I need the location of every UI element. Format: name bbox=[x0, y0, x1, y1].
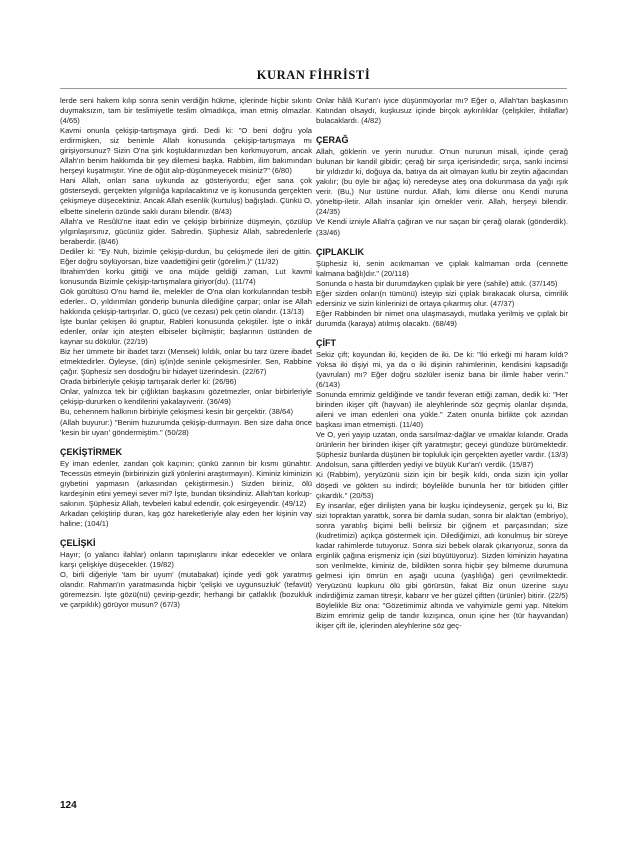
verse-entry: Ey iman edenler, zandan çok kaçının; çünkü zannın bir kısmı günahtır. Tecessüs etmeyin (birbirinizin gizli yönlerini araştırmayın). Kiminiz kiminizin gıybetini yapmasın (arkasından çekiştirmesin.) Sizden biriniz, ölü kardeşinin etini yemeyi sever mi? İşte, bundan tiksindiniz. Allah'tan korkup-sakının. Şüphesiz Allah, tevbeleri kabul edendir, çok esirgeyendir. (49/12) bbox=[60, 458, 312, 508]
verse-entry: İşte bunlar çekişen iki gruptur, Rableri konusunda çekiştiler. İşte o inkâr edenler, onlar için ateşten elbiseler biçilmiştir; başlarının üstünden de kaynar su dökülür. (22/19) bbox=[60, 317, 312, 347]
right-column bbox=[316, 96, 568, 631]
verse-entry: Bu, cehennem halkının birbiriyle çekişmesi kesin bir gerçektir. (38/64) bbox=[60, 407, 293, 417]
verse-entry: Biz her ümmete bir ibadet tarzı (Mensek) kıldık, onlar bu tarz üzere ibadet etmektedirler. Öyleyse, (din) iş(in)de seninle çekişmesinler. Sen, Rabbine çağır. Şüphesiz sen dosdoğru bir hidayet üzerindesin. (22/67) bbox=[60, 347, 312, 377]
verse-entry: Onlar hâlâ Kur'an'ı iyice düşünmüyorlar mı? Eğer o, Allah'tan başkasının Katından olsaydı, kuşkusuz içinde birçok aykırılıklar (çelişkiler, ihtilaflar) bulacaklardı. (4/82) bbox=[316, 96, 568, 126]
verse-entry: lerde seni hakem kılıp sonra senin verdiğin hükme, içlerinde hiçbir sıkıntı duymaksızın, tam bir teslimiyetle teslim olmadıkça, iman etmiş olmazlar. (4/65) bbox=[60, 96, 312, 126]
verse-entry: Orada birbirleriyle çekişip tartışarak derler ki: (26/96) bbox=[60, 377, 237, 387]
verse-entry: Hani Allah, onları sana uykunda az gösteriyordu; eğer sana çok gösterseydi, gerçekten yılgınlığa kapılacaktınız ve iş konusunda gerçekten çekişmeye düşecektiniz. Ancak Allah esenlik (kurtuluş) bağışladı. Çünkü O, elbette sinelerin özünde saklı duranı bilendir. (8/43) bbox=[60, 176, 312, 216]
verse-entry: Sekiz çift; koyundan iki, keçiden de iki. De ki: "İki erkeği mi haram kıldı? Yoksa iki dişiyi mi, ya da o iki dişinin rahimlerinin, kendisini kapsadığı (yavruları) mı? Eğer doğru sözlüler iseniz bana bir ilimle haber verin." (6/143) bbox=[316, 349, 568, 390]
verse-entry: Ve O, yeri yayıp uzatan, onda sarsılmaz-dağlar ve ırmaklar kılandır. Orada ürünlerin her birinden ikişer çift yaratmıştır; geceyi gündüze bürümektedir. Şüphesiz bunlarda düşünen bir topluluk için gerçekten ayetler vardır. (13/3) bbox=[316, 430, 569, 460]
section-heading: ÇELİŞKİ bbox=[60, 537, 96, 548]
section-heading: ÇERAĞ bbox=[316, 135, 349, 146]
verse-entry: Hayır; (o yalancı ilahlar) onların tapınışlarını inkar edecekler ve onlara karşı çelişkiye düşecekler. (19/82) bbox=[60, 549, 312, 569]
verse-entry: Ey insanlar, eğer dirilişten yana bir kuşku içindeyseniz, gerçek şu ki, Biz sizi topraktan yarattık, sonra bir damla sudan, sonra bir alak'tan (embriyo), sonra yaratılış biçimi belli belirsiz bir çiğnem et parçasından; size (kudretimizi) açıkça göstermek için. Dilediğimizi, adı konulmuş bir süreye kadar rahimlerde tutuyoruz. Sonra sizi bebek olarak çıkarıyoruz, sonra da erginlik çağına erişmeniz için (sizi büyütüyoruz). Sizden kiminizin hayatına son verilmekte, kiminiz de, bildikten sonra hiçbir şey bilmeme durumuna gelmesi için ömrün en aşağı ucuna (yaşlılığa) geri çevrilmektedir. Yeryüzünü kupkuru ölü gibi görürsün, fakat Biz onun üzerine suyu indirdiğimiz zaman titreşir, kabarır ve her güzel çiftten (ürünler) bitirir. (22/5) bbox=[316, 500, 568, 601]
verse-entry: Eğer Rabbinden bir nimet ona ulaşmasaydı, mutlaka yerilmiş ve çıplak bir durumda (karaya) atılmış olacaktı. (68/49) bbox=[316, 308, 568, 328]
header-rule bbox=[60, 88, 567, 89]
section-heading: ÇEKİŞTİRMEK bbox=[60, 446, 123, 457]
verse-entry: Şüphesiz ki, senin acıkmaman ve çıplak kalmaman orda (cennette kalmana bağlı)dır." (20/118) bbox=[316, 258, 568, 278]
verse-entry: O, birli diğeriyle 'tam bir uyum' (mutabakat) içinde yedi gök yaratmış olandır. Rahman'ın yaratmasında hiçbir 'çelişki ve uygunsuzluk' (tefavüt) göremezsin. İşte gözü(nü) çevirip-gezdir; herhangi bir çatlaklık (bozukluk ve çarpıklık) görüyor musun? (67/3) bbox=[60, 570, 312, 610]
verse-entry: Kavmi onunla çekişip-tartışmaya girdi. Dedi ki: "O beni doğru yola erdirmişken, siz benimle Allah konusunda çekişip-tartışmaya mı girişiyorsunuz? Sizin O'na şirk koştuklarınızdan ben korkmuyorum, ancak Allah'ın benim hakkımda bir şey dilemesi başka. Rabbim, ilim bakımından herşeyi kuşatmıştır. Yine de öğüt alıp-düşünmeyecek misiniz?" (6/80) bbox=[60, 126, 312, 176]
verse-entry: İbrahim'den korku gittiği ve ona müjde geldiği zaman, Lut kavmi konusunda Bizimle çekişip-tartışmalara giriyor(du). (11/74) bbox=[60, 266, 312, 286]
verse-entry: Sonunda o hasta bir durumdayken çıplak bir yere (sahile) attık. (37/145) bbox=[316, 278, 558, 288]
section-heading: ÇİFT bbox=[316, 337, 336, 348]
page-header-title: KURAN FİHRİSTİ bbox=[256, 68, 371, 82]
verse-entry: Allah'a ve Resûlü'ne itaat edin ve çekişip birbirinize düşmeyin, çözülüp yılgınlaşırsınız, gücünüz gider. Sabredin. Şüphesiz Allah, sabredenlerle beraberdir. (8/46) bbox=[60, 216, 312, 246]
verse-entry: Ve Kendi izniyle Allah'a çağıran ve nur saçan bir çerağ olarak (gönderdik). (33/46) bbox=[316, 217, 568, 237]
verse-entry: Sonunda emrimiz geldiğinde ve tandır feveran ettiği zaman, dedik ki: "Her birinden ikişer çift (hayvan) ile aleyhlerinde söz geçmiş olanlar dışında, aileni ve iman edenleri ona yükle." Zaten onunla birlikte çok azından başkası iman etmemişti. (11/40) bbox=[316, 390, 568, 430]
page-number: 124 bbox=[60, 800, 77, 811]
verse-entry: Gök gürültüsü O'nu hamd ile, melekler de O'na olan korkularından tesbih ederler.. O, yıldırımları gönderip bununla dilediğine çarpar; onlar ise Allah hakkında çekişip-tartışırlar. O, gücü (ve cezası) pek çetin olandır. (13/13) bbox=[60, 286, 312, 316]
verse-entry: (Allah buyurur:) "Benim huzurumda çekişip-durmayın. Ben size daha önce 'kesin bir uyarı' göndermiştim." (50/28) bbox=[60, 417, 312, 437]
verse-entry: Allah, göklerin ve yerin nurudur. O'nun nurunun misali, içinde çerağ bulunan bir kandil gibidir; çerağ bir sırça içerisindedir; sırça, sanki incimsi bir yıldızdır ki, doğuya da, batıya da ait olmayan kutlu bir zeytin ağacından yakılır; (bu öyle bir ağaç ki) neredeyse ateş ona dokunmasa da yağı ışık verir. (Bu,) Nur üstüne nurdur. Allah, kimi dilerse onu Kendi nuruna yöneltip-iletir. Allah insanlar için örnekler verir. Allah, herşeyi bilendir. (24/35) bbox=[316, 147, 568, 217]
verse-entry: Ki (Rabbim), yeryüzünü sizin için bir beşik kıldı, onda sizin için yollar döşedi ve gökten su indirdi; böylelikle bununla her tür bitkiden çiftler çıkardık." (20/53) bbox=[316, 470, 568, 500]
verse-entry: Eğer sizden onları(n tümünü) isteyip sizi çıplak bırakacak olursa, cimrilik edersiniz ve sizin kinlerinizi de ortaya çıkarmış olur. (47/37) bbox=[316, 288, 568, 308]
section-heading: ÇIPLAKLIK bbox=[316, 246, 364, 257]
verse-entry: Böylelikle Biz ona: "Gözetimimiz altında ve vahyimizle gemi yap. Nitekim Bizim emrimiz gelip de tandır kızışınca, onun içine her (tür hayvandan) ikişer çift ile, içlerinden aleyhlerine söz geç- bbox=[316, 601, 568, 631]
left-column bbox=[60, 96, 312, 610]
verse-entry: Arkadan çekiştirip duran, kaş göz hareketleriyle alay eden her kişinin vay haline; (104/1) bbox=[60, 508, 312, 528]
verse-entry: Andolsun, sana çiftlerden yediyi ve büyük Kur'an'ı verdik. (15/87) bbox=[316, 460, 534, 470]
verse-entry: Onlar, yalnızca tek bir çığlıktan başkasını gözetmezler, onlar birbirleriyle çekişip-dururken o kendilerini yakalayıverir. (36/49) bbox=[60, 387, 312, 407]
verse-entry: Dediler ki: "Ey Nuh, bizimle çekişip-durdun, bu çekişmede ileri de gittin. Eğer doğru söylüyorsan, bize vaadettiğini getir (görelim.)" (11/32) bbox=[60, 246, 312, 266]
